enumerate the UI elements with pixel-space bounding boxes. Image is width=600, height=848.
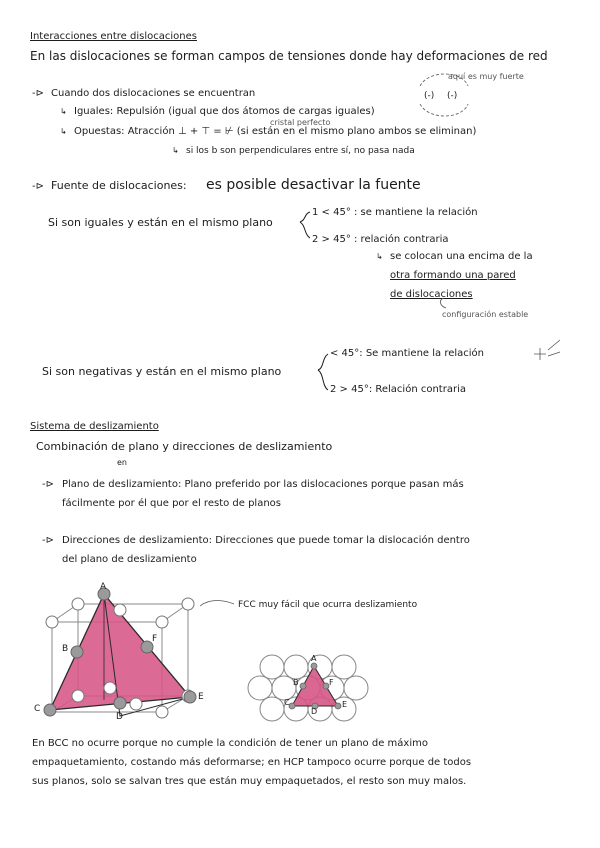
plane-line-1: Plano de deslizamiento: Plano preferido por las dislocaciones porque pasan más xyxy=(62,479,464,490)
marker-minus-b: (-) xyxy=(447,91,458,101)
fcc-label-d: D xyxy=(116,712,123,722)
heading-interactions: Interacciones entre dislocaciones xyxy=(30,31,197,42)
sub-arrow-icon: ↳ xyxy=(376,252,383,261)
crystal-note: cristal perfecto xyxy=(270,118,331,127)
intro-line: En las dislocaciones se forman campos de tensiones donde hay deformaciones de red xyxy=(30,49,548,63)
hcp-label-f: F xyxy=(329,678,334,687)
note-source-strong: aquí es muy fuerte xyxy=(448,72,524,81)
case-lt45: 1 < 45° : se mantiene la relación xyxy=(312,207,478,218)
case2-detail-2: otra formando una pared xyxy=(390,270,516,281)
neg-lt45: < 45°: Se mantiene la relación xyxy=(330,348,485,359)
arrow-bullet-icon: -⊳ xyxy=(42,535,54,546)
fcc-label-a: A xyxy=(100,582,107,592)
bottom-line-2: empaquetamiento, costando más deformarse; en HCP tampoco ocurre porque de todos xyxy=(32,757,472,768)
marker-minus-a: (-) xyxy=(424,91,435,101)
sub-arrow-icon: ↳ xyxy=(60,127,67,136)
arrow-bullet-icon: -⊳ xyxy=(32,88,44,99)
sub-perp: si los b son perpendiculares entre sí, no pasa nada xyxy=(186,146,415,156)
sub-arrow-icon: ↳ xyxy=(172,146,179,155)
hcp-label-d: D xyxy=(311,707,318,716)
bullet-source-a: Fuente de dislocaciones: xyxy=(51,179,187,192)
fcc-label-e: E xyxy=(198,692,204,702)
bracket-same-plane xyxy=(300,212,310,238)
fcc-arrow-line xyxy=(200,601,234,607)
bullet-two-found: Cuando dos dislocaciones se encuentran xyxy=(51,88,256,99)
bottom-line-1: En BCC no ocurre porque no cumple la condición de tener un plano de máximo xyxy=(32,738,428,749)
arrow-bullet-icon: -⊳ xyxy=(32,181,44,192)
stable-config-arrows xyxy=(440,298,560,360)
fcc-label-f: F xyxy=(152,634,158,644)
hcp-label-c: C xyxy=(284,698,290,707)
case2-detail-1: se colocan una encima de la xyxy=(390,251,533,262)
neg-plane: Si son negativas y están en el mismo plano xyxy=(42,365,282,378)
heading-slip: Sistema de deslizamiento xyxy=(30,421,159,432)
bracket-negative-plane xyxy=(318,354,328,390)
hcp-label-a: A xyxy=(311,654,317,663)
arrow-bullet-icon: -⊳ xyxy=(42,479,54,490)
slip-en: en xyxy=(117,458,127,467)
hcp-label-e: E xyxy=(342,700,348,709)
fcc-label-c: C xyxy=(34,704,41,714)
same-plane: Si son iguales y están en el mismo plano xyxy=(48,216,273,229)
bottom-line-3: sus planos, solo se salvan tres que están muy empaquetados, el resto son muy malos. xyxy=(32,776,467,787)
bullet-source-b: es posible desactivar la fuente xyxy=(206,177,421,193)
fcc-note: FCC muy fácil que ocurra deslizamiento xyxy=(238,600,418,610)
sub-opposite: Opuestas: Atracción ⊥ + ⊤ = ⊬ (si están en el mismo plano ambos se eliminan) xyxy=(74,126,477,137)
hcp-label-b: B xyxy=(293,678,299,687)
case2-detail-3: de dislocaciones xyxy=(390,289,473,300)
dir-line-1: Direcciones de deslizamiento: Direcciones que puede tomar la dislocación dentro xyxy=(62,535,470,546)
sub-arrow-icon: ↳ xyxy=(60,107,67,116)
slip-def: Combinación de plano y direcciones de deslizamiento xyxy=(36,440,333,453)
neg-gt45: 2 > 45°: Relación contraria xyxy=(330,384,466,395)
dir-line-2: del plano de deslizamiento xyxy=(62,554,197,565)
sub-equal: Iguales: Repulsión (igual que dos átomos de cargas iguales) xyxy=(74,106,375,117)
source-sketch xyxy=(420,74,468,116)
case-gt45: 2 > 45° : relación contraria xyxy=(312,234,449,245)
config-stable: configuración estable xyxy=(442,310,529,319)
plane-line-2: fácilmente por él que por el resto de planos xyxy=(62,498,282,509)
fcc-label-b: B xyxy=(62,644,69,654)
